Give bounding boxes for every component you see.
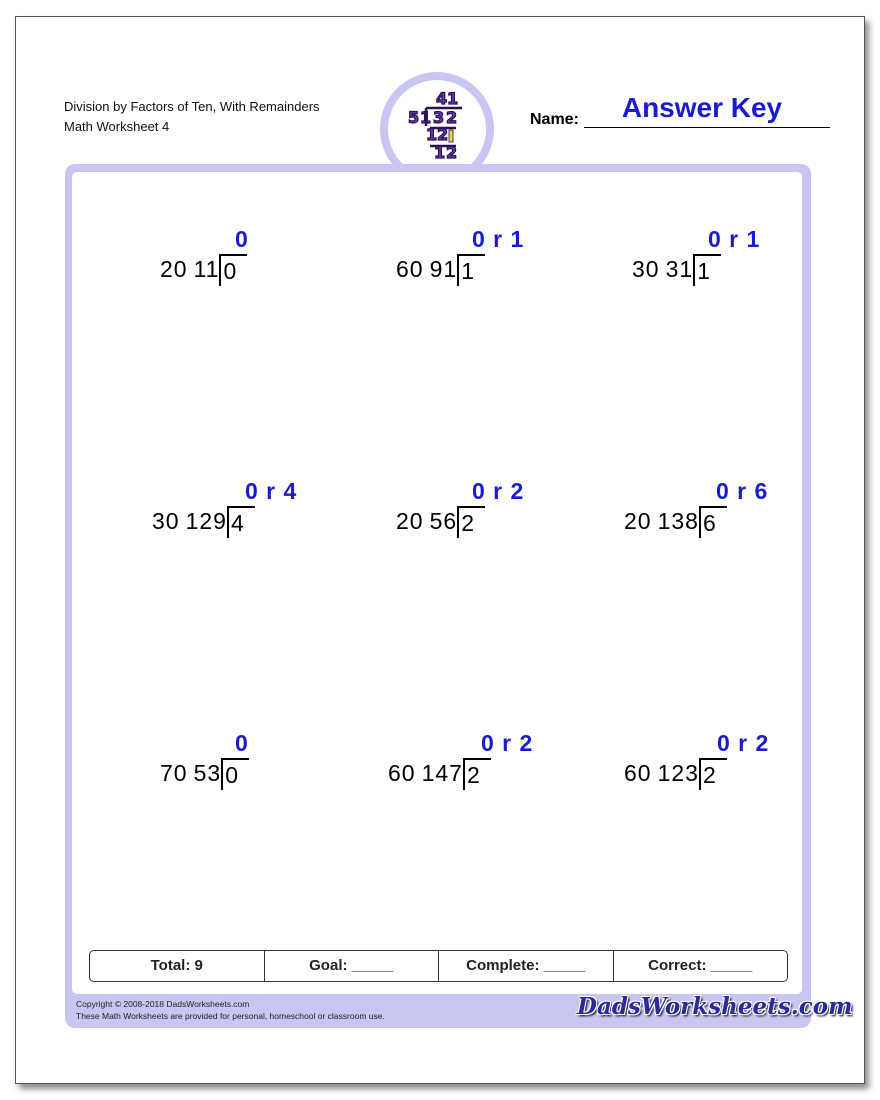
logo-digit: 1 <box>426 125 438 144</box>
problem-1 <box>160 226 320 306</box>
quotient-bracket: 2 <box>699 758 727 790</box>
logo-digit: 4 <box>436 89 448 108</box>
logo-digit: 2 <box>437 125 449 144</box>
logo-digit: 1 <box>447 89 459 108</box>
divisor: 20 <box>160 256 188 282</box>
dividend: 123 <box>657 760 699 786</box>
correct-cell: Correct: _____ <box>648 957 753 974</box>
brand-logo[interactable]: DadsWorksheets.com <box>577 993 853 1020</box>
title-line-1: Division by Factors of Ten, With Remainders <box>64 99 320 114</box>
divisor: 60 <box>624 760 652 786</box>
division-row <box>152 508 255 538</box>
complete-cell: Complete: _____ <box>439 951 614 981</box>
answer: 0 r 4 <box>245 478 298 504</box>
division-row <box>160 256 247 286</box>
divisor: 20 <box>396 508 424 534</box>
division-row <box>396 508 485 538</box>
logo-digit: 3 <box>433 108 445 127</box>
quotient-bracket: 4 <box>227 506 255 538</box>
division-logo-icon <box>400 86 480 166</box>
name-field-line <box>584 127 830 128</box>
division-row <box>388 760 491 790</box>
score-table <box>89 950 788 982</box>
quotient-bracket: 2 <box>457 506 485 538</box>
problem-3 <box>632 226 792 306</box>
dividend: 56 <box>429 508 458 534</box>
quotient-bracket: 0 <box>219 254 247 286</box>
worksheet-title <box>64 97 320 137</box>
division-row <box>632 256 721 286</box>
division-row <box>624 508 727 538</box>
problem-4 <box>152 478 312 558</box>
quotient-bracket: 1 <box>693 254 721 286</box>
divisor: 70 <box>160 760 188 786</box>
copyright-line: Copyright © 2008-2018 DadsWorksheets.com <box>76 999 250 1009</box>
dividend: 91 <box>429 256 458 282</box>
divisor: 60 <box>396 256 424 282</box>
dividend: 147 <box>421 760 463 786</box>
divisor: 60 <box>388 760 416 786</box>
problem-9 <box>624 730 784 810</box>
dividend: 138 <box>657 508 699 534</box>
answer: 0 r 1 <box>708 226 761 252</box>
answer: 0 <box>235 226 249 252</box>
answer: 0 r 2 <box>481 730 534 756</box>
quotient-bracket: 1 <box>457 254 485 286</box>
divisor: 30 <box>632 256 660 282</box>
dividend: 31 <box>665 256 694 282</box>
goal-cell: Goal: _____ <box>265 951 440 981</box>
problem-8 <box>388 730 548 810</box>
answer: 0 r 2 <box>717 730 770 756</box>
divisor: 30 <box>152 508 180 534</box>
dividend: 129 <box>185 508 227 534</box>
problem-2 <box>396 226 556 306</box>
copyright-notice <box>76 998 385 1022</box>
logo-digit: 1 <box>420 108 432 127</box>
disclaimer-line: These Math Worksheets are provided for personal, homeschool or classroom use. <box>76 1011 385 1021</box>
division-row <box>396 256 485 286</box>
problem-5 <box>396 478 556 558</box>
name-label: Name: <box>530 111 579 128</box>
division-row <box>624 760 727 790</box>
logo-digit: 2 <box>446 143 458 162</box>
divisor: 20 <box>624 508 652 534</box>
title-line-2: Math Worksheet 4 <box>64 119 170 134</box>
logo-digit: 2 <box>446 108 458 127</box>
answer: 0 <box>235 730 249 756</box>
problem-6 <box>624 478 784 558</box>
quotient-bracket: 2 <box>463 758 491 790</box>
dividend: 53 <box>193 760 222 786</box>
problem-7 <box>160 730 320 810</box>
answer-key-heading: Answer Key <box>621 92 783 123</box>
logo-digit: 5 <box>408 108 420 127</box>
logo-digit: 1 <box>434 143 446 162</box>
answer: 0 r 2 <box>472 478 525 504</box>
dividend: 11 <box>193 256 220 282</box>
division-row <box>160 760 249 790</box>
total-cell: Total: 9 <box>90 951 265 981</box>
quotient-bracket: 6 <box>699 506 727 538</box>
answer: 0 r 1 <box>472 226 525 252</box>
quotient-bracket: 0 <box>221 758 249 790</box>
answer: 0 r 6 <box>716 478 769 504</box>
